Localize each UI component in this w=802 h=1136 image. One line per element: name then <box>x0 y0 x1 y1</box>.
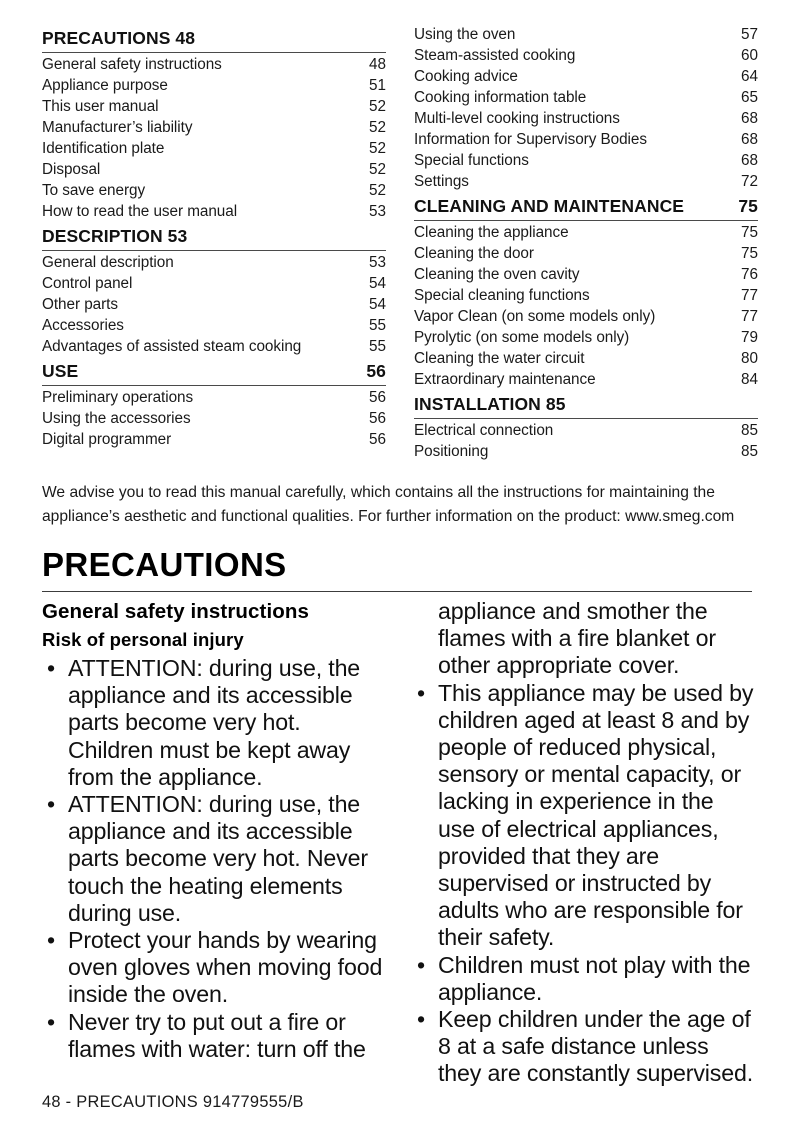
toc-entry-page-number: 64 <box>740 68 758 85</box>
toc-entry-label: Settings <box>414 173 469 190</box>
toc-entry[interactable] <box>42 201 386 222</box>
toc-entry-label: Information for Supervisory Bodies <box>414 131 647 148</box>
toc-entry-page-number: 84 <box>740 371 758 388</box>
toc-entry-page-number: 56 <box>368 431 386 448</box>
toc-entry-label: Cleaning the door <box>414 245 534 262</box>
toc-entry-label: Cleaning the water circuit <box>414 350 585 367</box>
toc-entry-label: Accessories <box>42 317 124 334</box>
safety-bullet-item <box>42 791 384 927</box>
toc-entry-page-number: 55 <box>368 338 386 355</box>
toc-entry[interactable] <box>42 408 386 429</box>
safety-bullet-item <box>42 927 384 1009</box>
safety-bullet-list-right <box>412 680 754 1088</box>
body-right-column <box>412 598 754 1088</box>
safety-bullet-text: This appliance may be used by children aged at least 8 and by people of reduced physical, sensory or mental capacity, or lacking in experience in the use of electrical appliances, provided that they are supervised or instructed by adults who are responsible for their safety. <box>438 679 754 951</box>
page-title: PRECAUTIONS <box>42 546 287 583</box>
safety-bullet-text: ATTENTION: during use, the appliance and its accessible parts become very hot. Children must be kept away from the appliance. <box>68 655 361 790</box>
toc-entry[interactable] <box>42 117 386 138</box>
toc-section-page-number: 56 <box>366 361 386 381</box>
toc-entry-label: Special cleaning functions <box>414 287 590 304</box>
toc-entry[interactable] <box>42 54 386 75</box>
toc-entry-label: Special functions <box>414 152 529 169</box>
toc-entry[interactable] <box>42 315 386 336</box>
toc-entry-label: Digital programmer <box>42 431 172 448</box>
toc-left-column <box>42 24 386 462</box>
toc-section-heading[interactable] <box>42 357 386 384</box>
body-columns <box>42 598 754 1088</box>
toc-entry-label: This user manual <box>42 98 159 115</box>
toc-entry[interactable] <box>42 387 386 408</box>
toc-entry-page-number: 65 <box>740 89 758 106</box>
toc-entry-page-number: 52 <box>368 98 386 115</box>
toc-section-label: INSTALLATION 85 <box>414 394 566 414</box>
safety-bullet-text: Keep children under the age of 8 at a safe distance unless they are constantly supervised. <box>438 1006 753 1087</box>
toc-entry[interactable] <box>414 285 758 306</box>
toc-entry-label: Vapor Clean (on some models only) <box>414 308 656 325</box>
toc-entry[interactable] <box>414 369 758 390</box>
toc-entry-label: Electrical connection <box>414 422 554 439</box>
toc-entry-page-number: 53 <box>368 254 386 271</box>
toc-entry-page-number: 85 <box>740 422 758 439</box>
toc-entry-label: General safety instructions <box>42 56 222 73</box>
bullet-continuation-text: appliance and smother the flames with a fire blanket or other appropriate cover. <box>438 598 716 679</box>
toc-entry-page-number: 85 <box>740 443 758 460</box>
bullet-dot-icon: • <box>47 1008 55 1035</box>
toc-entry-page-number: 75 <box>740 245 758 262</box>
toc-entry-label: Using the oven <box>414 26 516 43</box>
toc-entry-page-number: 75 <box>740 224 758 241</box>
toc-section-heading[interactable] <box>414 390 758 417</box>
toc-entry[interactable] <box>42 429 386 450</box>
bullet-dot-icon: • <box>417 679 425 706</box>
toc-entry-label: Cooking information table <box>414 89 587 106</box>
toc-entry-label: Cooking advice <box>414 68 518 85</box>
toc-entry-label: Extraordinary maintenance <box>414 371 596 388</box>
toc-entry[interactable] <box>414 327 758 348</box>
toc-entry[interactable] <box>414 171 758 192</box>
safety-bullet-text: Protect your hands by wearing oven gloves when moving food inside the oven. <box>68 927 383 1008</box>
bullet-dot-icon: • <box>417 951 425 978</box>
toc-section-divider <box>42 52 386 53</box>
toc-entry-label: Manufacturer’s liability <box>42 119 193 136</box>
toc-section-label: PRECAUTIONS 48 <box>42 28 196 48</box>
toc-entry-page-number: 55 <box>368 317 386 334</box>
title-divider <box>42 591 752 592</box>
toc-entry-page-number: 68 <box>740 152 758 169</box>
toc-entry-page-number: 77 <box>740 287 758 304</box>
bullet-dot-icon: • <box>47 655 55 681</box>
toc-entry[interactable] <box>414 222 758 243</box>
toc-entry[interactable] <box>414 87 758 108</box>
toc-entry-label: General description <box>42 254 174 271</box>
toc-entry-page-number: 52 <box>368 119 386 136</box>
toc-entry[interactable] <box>414 441 758 462</box>
toc-entry[interactable] <box>42 75 386 96</box>
toc-entry-page-number: 68 <box>740 110 758 127</box>
safety-bullet-item <box>412 1006 754 1088</box>
toc-entry[interactable] <box>414 306 758 327</box>
toc-entry[interactable] <box>42 138 386 159</box>
body-left-column <box>42 598 384 1088</box>
toc-section-heading[interactable] <box>42 222 386 249</box>
safety-bullet-item <box>42 1009 384 1063</box>
toc-entry-page-number: 72 <box>740 173 758 190</box>
toc-entry-page-number: 54 <box>368 296 386 313</box>
safety-bullet-item <box>42 655 384 791</box>
toc-entry[interactable] <box>42 336 386 357</box>
toc-entry-page-number: 77 <box>740 308 758 325</box>
toc-entry-page-number: 54 <box>368 275 386 292</box>
toc-entry[interactable] <box>414 24 758 45</box>
toc-entry-page-number: 52 <box>368 182 386 199</box>
toc-entry[interactable] <box>414 108 758 129</box>
toc-section-label: USE <box>42 361 79 381</box>
toc-section-heading[interactable] <box>42 24 386 51</box>
section-heading-risk-of-injury: Risk of personal injury <box>42 629 244 650</box>
toc-entry-page-number: 56 <box>368 410 386 427</box>
toc-entry-page-number: 76 <box>740 266 758 283</box>
toc-entry[interactable] <box>414 420 758 441</box>
toc-entry-page-number: 51 <box>368 77 386 94</box>
toc-entry-label: Steam-assisted cooking <box>414 47 576 64</box>
bullet-dot-icon: • <box>47 791 55 818</box>
toc-section-divider <box>414 418 758 419</box>
toc-entry-label: Using the accessories <box>42 410 191 427</box>
toc-entry-label: Other parts <box>42 296 118 313</box>
toc-entry-label: Cleaning the oven cavity <box>414 266 580 283</box>
toc-entry[interactable] <box>42 159 386 180</box>
toc-entry[interactable] <box>414 243 758 264</box>
toc-entry-label: Cleaning the appliance <box>414 224 569 241</box>
toc-entry[interactable] <box>414 129 758 150</box>
safety-bullet-list-left <box>42 655 384 1063</box>
toc-section-divider <box>42 250 386 251</box>
bullet-dot-icon: • <box>47 927 55 954</box>
toc-section-label: CLEANING AND MAINTENANCE <box>414 196 685 216</box>
toc-entry-page-number: 57 <box>740 26 758 43</box>
bullet-dot-icon: • <box>417 1006 425 1033</box>
toc-entry-label: Appliance purpose <box>42 77 168 94</box>
toc-entry-label: How to read the user manual <box>42 203 238 220</box>
toc-entry[interactable] <box>42 273 386 294</box>
toc-entry[interactable] <box>42 294 386 315</box>
toc-entry-label: Positioning <box>414 443 489 460</box>
toc-entry-page-number: 56 <box>368 389 386 406</box>
toc-entry-page-number: 53 <box>368 203 386 220</box>
safety-bullet-item <box>412 680 754 952</box>
toc-entry[interactable] <box>414 150 758 171</box>
toc-entry[interactable] <box>414 348 758 369</box>
toc-entry-page-number: 79 <box>740 329 758 346</box>
safety-bullet-text: ATTENTION: during use, the appliance and its accessible parts become very hot. Never touch the heating elements during use. <box>68 791 368 926</box>
toc-entry[interactable] <box>414 264 758 285</box>
toc-entry[interactable] <box>42 180 386 201</box>
toc-section-label: DESCRIPTION 53 <box>42 226 188 246</box>
toc-section-heading[interactable] <box>414 192 758 219</box>
toc-entry-page-number: 52 <box>368 140 386 157</box>
toc-right-column <box>414 24 758 462</box>
toc-entry-label: Multi-level cooking instructions <box>414 110 620 127</box>
toc-section-divider <box>414 220 758 221</box>
toc-entry-label: Identification plate <box>42 140 165 157</box>
toc-entry-label: Disposal <box>42 161 101 178</box>
toc-entry[interactable] <box>42 252 386 273</box>
toc-entry-page-number: 68 <box>740 131 758 148</box>
toc-entry[interactable] <box>414 45 758 66</box>
toc-entry[interactable] <box>414 66 758 87</box>
advisory-paragraph: We advise you to read this manual carefully, which contains all the instructions for maintaining the appliance’s aesthetic and functional qualities. For further information on the product: www.smeg.com <box>42 484 735 525</box>
toc-entry-label: Preliminary operations <box>42 389 194 406</box>
safety-bullet-text: Never try to put out a fire or flames with water: turn off the <box>68 1008 366 1062</box>
toc-entry-page-number: 48 <box>368 56 386 73</box>
toc-entry-page-number: 52 <box>368 161 386 178</box>
toc-entry-label: Advantages of assisted steam cooking <box>42 338 302 355</box>
toc-entry-label: Control panel <box>42 275 133 292</box>
toc-entry-page-number: 60 <box>740 47 758 64</box>
table-of-contents <box>42 24 758 462</box>
toc-entry[interactable] <box>42 96 386 117</box>
safety-bullet-item <box>412 952 754 1006</box>
toc-entry-label: To save energy <box>42 182 146 199</box>
safety-bullet-text: Children must not play with the appliance. <box>438 951 751 1005</box>
section-heading-general-safety: General safety instructions <box>42 600 310 623</box>
toc-section-page-number: 75 <box>738 196 758 216</box>
toc-section-divider <box>42 385 386 386</box>
toc-entry-page-number: 80 <box>740 350 758 367</box>
toc-entry-label: Pyrolytic (on some models only) <box>414 329 630 346</box>
page-footer: 48 - PRECAUTIONS 914779555/B <box>42 1093 304 1111</box>
